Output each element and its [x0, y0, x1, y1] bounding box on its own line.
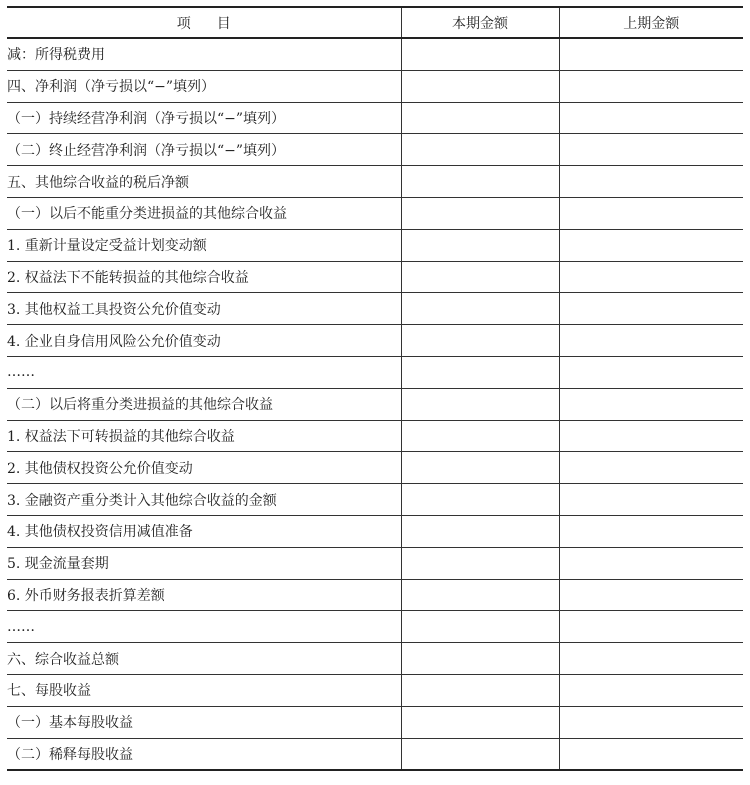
table-row — [7, 325, 743, 357]
income-statement-table — [7, 6, 743, 771]
table-row — [7, 452, 743, 484]
table-row — [7, 134, 743, 166]
table-row — [7, 611, 743, 643]
row-item-label: 六、综合收益总额 — [7, 643, 401, 675]
header-item — [7, 7, 401, 38]
current-period-cell — [401, 325, 559, 357]
table-row — [7, 706, 743, 738]
row-item-label: …… — [7, 611, 401, 643]
previous-period-cell — [559, 356, 743, 388]
previous-period-cell — [559, 643, 743, 675]
row-item-label: 3. 金融资产重分类计入其他综合收益的金额 — [7, 484, 401, 516]
header-row — [7, 7, 743, 38]
previous-period-cell — [559, 611, 743, 643]
header-item-label: 项目 — [176, 15, 257, 32]
current-period-cell — [401, 166, 559, 198]
current-period-cell — [401, 420, 559, 452]
row-item-label: 4. 其他债权投资信用减值准备 — [7, 515, 401, 547]
current-period-cell — [401, 229, 559, 261]
previous-period-cell — [559, 325, 743, 357]
row-item-label: …… — [7, 356, 401, 388]
row-item-label: 4. 企业自身信用风险公允价值变动 — [7, 325, 401, 357]
row-item-label: 五、其他综合收益的税后净额 — [7, 166, 401, 198]
row-item-label: （二）以后将重分类进损益的其他综合收益 — [7, 388, 401, 420]
table-row — [7, 197, 743, 229]
table-row — [7, 38, 743, 70]
table-row — [7, 102, 743, 134]
previous-period-cell — [559, 38, 743, 70]
current-period-cell — [401, 579, 559, 611]
current-period-cell — [401, 515, 559, 547]
previous-period-cell — [559, 134, 743, 166]
previous-period-cell — [559, 452, 743, 484]
header-current-period: 本期金额 — [401, 7, 559, 38]
table-row — [7, 738, 743, 770]
row-item-label: （二）稀释每股收益 — [7, 738, 401, 770]
row-item-label: 减：所得税费用 — [7, 38, 401, 70]
row-item-label: （一）以后不能重分类进损益的其他综合收益 — [7, 197, 401, 229]
current-period-cell — [401, 261, 559, 293]
previous-period-cell — [559, 738, 743, 770]
row-item-label: （二）终止经营净利润（净亏损以“−”填列） — [7, 134, 401, 166]
current-period-cell — [401, 197, 559, 229]
current-period-cell — [401, 70, 559, 102]
table-row — [7, 388, 743, 420]
previous-period-cell — [559, 547, 743, 579]
previous-period-cell — [559, 102, 743, 134]
previous-period-cell — [559, 484, 743, 516]
current-period-cell — [401, 293, 559, 325]
previous-period-cell — [559, 388, 743, 420]
table-row — [7, 674, 743, 706]
previous-period-cell — [559, 197, 743, 229]
table-row — [7, 547, 743, 579]
row-item-label: 七、每股收益 — [7, 674, 401, 706]
table-row — [7, 293, 743, 325]
row-item-label: 2. 权益法下不能转损益的其他综合收益 — [7, 261, 401, 293]
current-period-cell — [401, 134, 559, 166]
current-period-cell — [401, 38, 559, 70]
previous-period-cell — [559, 579, 743, 611]
table-row — [7, 166, 743, 198]
table-row — [7, 261, 743, 293]
current-period-cell — [401, 738, 559, 770]
table-row — [7, 70, 743, 102]
table-row — [7, 643, 743, 675]
current-period-cell — [401, 611, 559, 643]
row-item-label: 1. 权益法下可转损益的其他综合收益 — [7, 420, 401, 452]
row-item-label: （一）基本每股收益 — [7, 706, 401, 738]
previous-period-cell — [559, 166, 743, 198]
current-period-cell — [401, 452, 559, 484]
previous-period-cell — [559, 706, 743, 738]
table-row — [7, 515, 743, 547]
table-row — [7, 484, 743, 516]
current-period-cell — [401, 643, 559, 675]
header-previous-period: 上期金额 — [559, 7, 743, 38]
current-period-cell — [401, 674, 559, 706]
row-item-label: （一）持续经营净利润（净亏损以“−”填列） — [7, 102, 401, 134]
table-row — [7, 579, 743, 611]
table-row — [7, 356, 743, 388]
previous-period-cell — [559, 261, 743, 293]
previous-period-cell — [559, 420, 743, 452]
previous-period-cell — [559, 70, 743, 102]
current-period-cell — [401, 102, 559, 134]
row-item-label: 2. 其他债权投资公允价值变动 — [7, 452, 401, 484]
current-period-cell — [401, 356, 559, 388]
row-item-label: 6. 外币财务报表折算差额 — [7, 579, 401, 611]
current-period-cell — [401, 547, 559, 579]
current-period-cell — [401, 388, 559, 420]
previous-period-cell — [559, 674, 743, 706]
table-row — [7, 420, 743, 452]
previous-period-cell — [559, 229, 743, 261]
current-period-cell — [401, 706, 559, 738]
current-period-cell — [401, 484, 559, 516]
previous-period-cell — [559, 293, 743, 325]
row-item-label: 四、净利润（净亏损以“−”填列） — [7, 70, 401, 102]
previous-period-cell — [559, 515, 743, 547]
row-item-label: 1. 重新计量设定受益计划变动额 — [7, 229, 401, 261]
income-statement-section — [7, 6, 743, 771]
row-item-label: 5. 现金流量套期 — [7, 547, 401, 579]
row-item-label: 3. 其他权益工具投资公允价值变动 — [7, 293, 401, 325]
table-row — [7, 229, 743, 261]
